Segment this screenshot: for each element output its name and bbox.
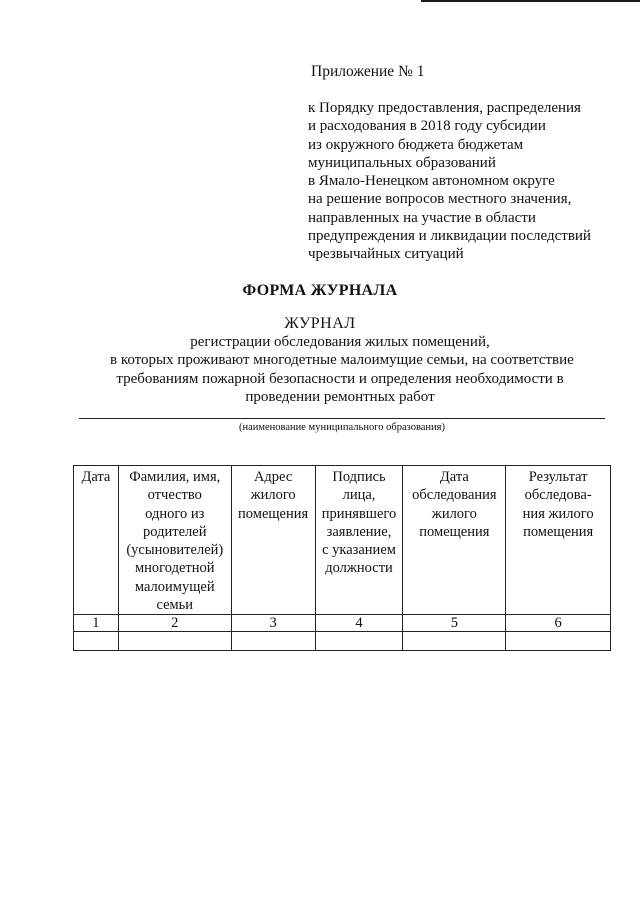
header-cell-inspection-date: Дата обследования жилого помещения bbox=[403, 466, 506, 615]
journal-subtitle-line: в которых проживают многодетные малоимущие семьи, на соответствие bbox=[110, 352, 574, 369]
table-cell bbox=[118, 632, 231, 651]
municipality-caption: (наименование муниципального образования) bbox=[238, 422, 446, 433]
appendix-line: на решение вопросов местного значения, bbox=[308, 191, 572, 208]
table-cell bbox=[231, 632, 315, 651]
table-cell bbox=[315, 632, 403, 651]
header-cell-parent-name: Фамилия, имя, отчество одного из родителей (усыновителей) многодетной малоимущей семьи bbox=[118, 466, 231, 615]
journal-title: ЖУРНАЛ bbox=[284, 315, 356, 332]
appendix-line: к Порядку предоставления, распределения bbox=[308, 100, 581, 116]
column-number: 2 bbox=[118, 615, 231, 632]
table-cell bbox=[403, 632, 506, 651]
appendix-line: чрезвычайных ситуаций bbox=[308, 246, 464, 263]
table-cell bbox=[74, 632, 119, 651]
column-number: 1 bbox=[74, 615, 119, 632]
column-number: 5 bbox=[403, 615, 506, 632]
appendix-line: и расходования в 2018 году субсидии bbox=[308, 118, 546, 135]
appendix-line: предупреждения и ликвидации последствий bbox=[308, 228, 591, 245]
appendix-title: Приложение № 1 bbox=[311, 63, 425, 80]
appendix-line: в Ямало-Ненецком автономном округе bbox=[308, 173, 555, 190]
journal-subtitle bbox=[110, 333, 574, 406]
journal-subtitle-line: регистрации обследования жилых помещений, bbox=[190, 334, 490, 350]
header-cell-inspection-result: Результат обследова- ния жилого помещения bbox=[506, 466, 611, 615]
journal-subtitle-line: требованиям пожарной безопасности и определения необходимости в bbox=[116, 370, 564, 387]
header-cell-address: Адрес жилого помещения bbox=[231, 466, 315, 615]
header-cell-signature: Подпись лица, принявшего заявление, с указанием должности bbox=[315, 466, 403, 615]
table-header-row bbox=[74, 466, 611, 615]
municipality-fill-line bbox=[79, 418, 605, 419]
appendix-reference bbox=[308, 99, 591, 264]
appendix-line: из окружного бюджета бюджетам bbox=[308, 136, 524, 153]
table-row bbox=[74, 632, 611, 651]
column-number: 3 bbox=[231, 615, 315, 632]
column-number-row bbox=[74, 615, 611, 632]
header-cell-date: Дата bbox=[74, 466, 119, 615]
table-cell bbox=[506, 632, 611, 651]
column-number: 4 bbox=[315, 615, 403, 632]
journal-table bbox=[73, 465, 611, 651]
form-heading: ФОРМА ЖУРНАЛА bbox=[242, 282, 398, 299]
top-edge-rule bbox=[421, 0, 640, 2]
appendix-line: направленных на участие в области bbox=[308, 209, 536, 226]
appendix-line: муниципальных образований bbox=[308, 154, 496, 171]
journal-subtitle-line: проведении ремонтных работ bbox=[245, 388, 435, 405]
column-number: 6 bbox=[506, 615, 611, 632]
